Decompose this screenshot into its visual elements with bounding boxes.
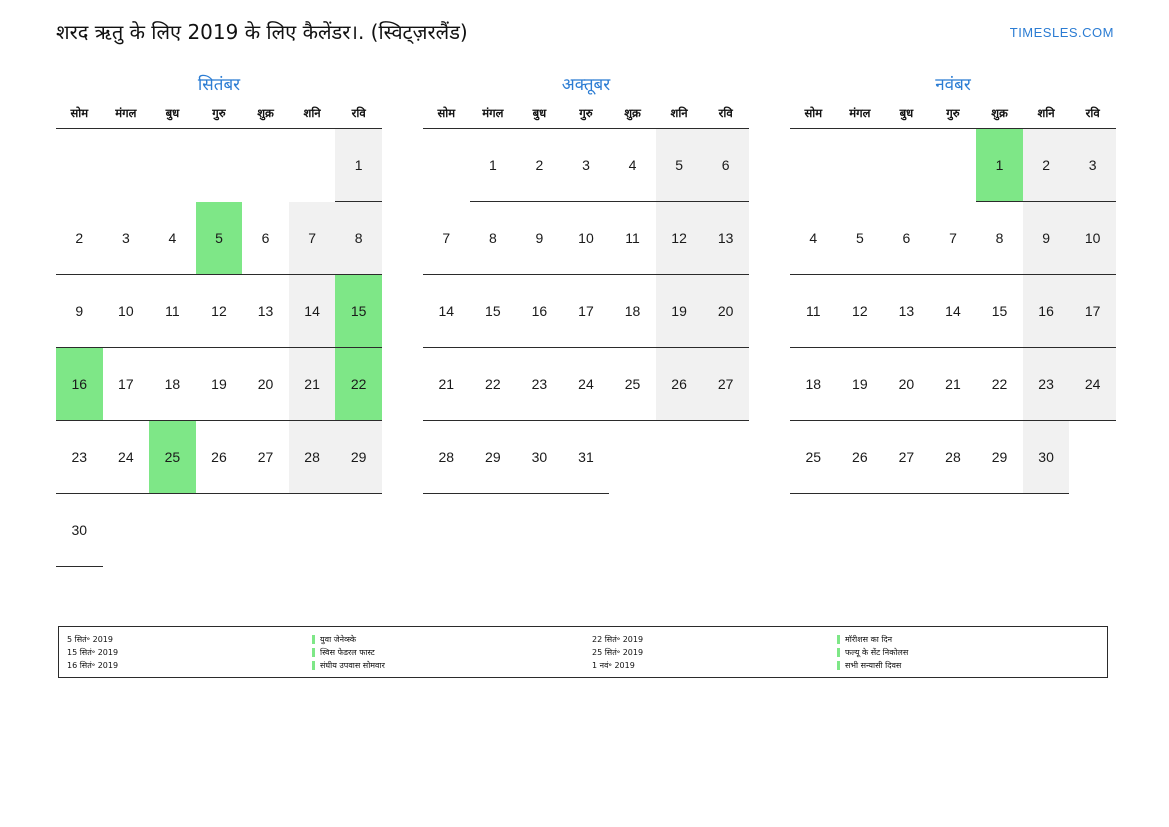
day-cell[interactable]: 16 bbox=[1023, 275, 1070, 348]
day-cell[interactable]: 6 bbox=[242, 202, 289, 275]
day-cell[interactable]: 8 bbox=[470, 202, 517, 275]
day-cell[interactable]: 6 bbox=[702, 129, 749, 202]
day-cell[interactable]: 2 bbox=[56, 202, 103, 275]
weekday-header: रवि bbox=[335, 105, 382, 129]
day-cell[interactable]: 11 bbox=[609, 202, 656, 275]
day-cell[interactable]: 28 bbox=[423, 421, 470, 494]
legend-item: 16 सितं॰ 2019 bbox=[67, 661, 119, 670]
legend-names-left bbox=[304, 627, 584, 677]
day-cell[interactable]: 20 bbox=[702, 275, 749, 348]
week-row bbox=[790, 421, 1116, 494]
day-cell[interactable]: 31 bbox=[563, 421, 610, 494]
day-cell[interactable]: 14 bbox=[930, 275, 977, 348]
day-cell[interactable]: 8 bbox=[335, 202, 382, 275]
legend-dates-right bbox=[584, 627, 829, 677]
week-row bbox=[790, 348, 1116, 421]
holiday-legend bbox=[58, 626, 1108, 678]
day-cell[interactable]: 29 bbox=[976, 421, 1023, 494]
weekday-header: गुरु bbox=[563, 105, 610, 129]
weekday-header: गुरु bbox=[930, 105, 977, 129]
day-cell[interactable]: 24 bbox=[1069, 348, 1116, 421]
holiday-swatch-icon bbox=[837, 635, 840, 644]
day-cell[interactable]: 26 bbox=[837, 421, 884, 494]
day-cell[interactable]: 24 bbox=[103, 421, 150, 494]
legend-label: स्विस फेडरल फास्ट bbox=[320, 648, 375, 657]
day-cell[interactable]: 13 bbox=[883, 275, 930, 348]
day-cell[interactable]: 21 bbox=[930, 348, 977, 421]
day-cell[interactable]: 25 bbox=[609, 348, 656, 421]
day-cell-empty bbox=[702, 421, 749, 494]
legend-label: युवा जेनेव्स्के bbox=[320, 635, 357, 644]
day-cell[interactable]: 15 bbox=[976, 275, 1023, 348]
week-row bbox=[423, 348, 749, 421]
month-name: नवंबर bbox=[935, 75, 971, 95]
month-grid bbox=[790, 105, 1116, 494]
day-cell[interactable]: 21 bbox=[423, 348, 470, 421]
day-cell-empty bbox=[103, 494, 150, 567]
day-cell[interactable]: 27 bbox=[702, 348, 749, 421]
day-cell[interactable]: 28 bbox=[289, 421, 336, 494]
day-cell[interactable]: 18 bbox=[609, 275, 656, 348]
day-cell[interactable]: 13 bbox=[242, 275, 289, 348]
holiday-swatch-icon bbox=[312, 635, 315, 644]
legend-label: सभी सन्यासी दिवस bbox=[845, 661, 902, 670]
weekday-header: शुक्र bbox=[976, 105, 1023, 129]
day-cell-empty bbox=[335, 494, 382, 567]
week-row bbox=[423, 421, 749, 494]
day-cell[interactable]: 18 bbox=[149, 348, 196, 421]
day-cell[interactable]: 12 bbox=[196, 275, 243, 348]
month-name: सितंबर bbox=[197, 75, 241, 95]
day-cell[interactable]: 23 bbox=[516, 348, 563, 421]
day-cell[interactable]: 30 bbox=[516, 421, 563, 494]
weekday-header: मंगल bbox=[470, 105, 517, 129]
month-1 bbox=[56, 72, 382, 567]
day-cell-empty bbox=[289, 494, 336, 567]
day-cell[interactable]: 11 bbox=[790, 275, 837, 348]
day-cell[interactable]: 5 bbox=[837, 202, 884, 275]
day-cell-empty bbox=[609, 421, 656, 494]
day-cell[interactable]: 24 bbox=[563, 348, 610, 421]
day-cell[interactable]: 27 bbox=[242, 421, 289, 494]
day-cell[interactable]: 4 bbox=[790, 202, 837, 275]
day-cell[interactable]: 22 bbox=[976, 348, 1023, 421]
holiday-swatch-icon bbox=[312, 648, 315, 657]
day-cell[interactable]: 16 bbox=[516, 275, 563, 348]
day-cell-empty bbox=[930, 129, 977, 202]
day-cell-holiday[interactable]: 1 bbox=[976, 129, 1023, 202]
week-row bbox=[56, 275, 382, 348]
day-cell[interactable]: 19 bbox=[837, 348, 884, 421]
day-cell-empty bbox=[1069, 421, 1116, 494]
day-cell[interactable]: 9 bbox=[1023, 202, 1070, 275]
week-row bbox=[790, 202, 1116, 275]
day-cell[interactable]: 8 bbox=[976, 202, 1023, 275]
holiday-swatch-icon bbox=[837, 661, 840, 670]
day-cell[interactable]: 17 bbox=[1069, 275, 1116, 348]
day-cell[interactable]: 9 bbox=[516, 202, 563, 275]
day-cell[interactable]: 28 bbox=[930, 421, 977, 494]
weekday-header: सोम bbox=[790, 105, 837, 129]
day-cell[interactable]: 11 bbox=[149, 275, 196, 348]
day-cell[interactable]: 23 bbox=[1023, 348, 1070, 421]
legend-item bbox=[312, 633, 584, 646]
week-row bbox=[790, 129, 1116, 202]
day-cell[interactable]: 12 bbox=[656, 202, 703, 275]
week-row bbox=[423, 129, 749, 202]
legend-item: 5 सितं॰ 2019 bbox=[67, 635, 113, 644]
day-cell[interactable]: 26 bbox=[656, 348, 703, 421]
weekday-header: सोम bbox=[423, 105, 470, 129]
week-row bbox=[423, 275, 749, 348]
legend-item: 22 सितं॰ 2019 bbox=[592, 635, 644, 644]
day-cell[interactable]: 9 bbox=[56, 275, 103, 348]
day-cell[interactable]: 7 bbox=[289, 202, 336, 275]
day-cell[interactable]: 29 bbox=[335, 421, 382, 494]
day-cell[interactable]: 12 bbox=[837, 275, 884, 348]
legend-item bbox=[837, 659, 1109, 672]
day-cell[interactable]: 20 bbox=[883, 348, 930, 421]
legend-item bbox=[312, 659, 584, 672]
day-cell-empty bbox=[242, 494, 289, 567]
weekday-header: शुक्र bbox=[609, 105, 656, 129]
legend-label: संघीय उपवास सोमवार bbox=[320, 661, 385, 670]
day-cell[interactable]: 1 bbox=[335, 129, 382, 202]
day-cell-empty bbox=[196, 129, 243, 202]
legend-item: 15 सितं॰ 2019 bbox=[67, 648, 119, 657]
weekday-header: बुध bbox=[149, 105, 196, 129]
day-cell-empty bbox=[883, 129, 930, 202]
day-cell[interactable]: 3 bbox=[103, 202, 150, 275]
week-row bbox=[56, 494, 382, 567]
day-cell[interactable]: 20 bbox=[242, 348, 289, 421]
day-cell-empty bbox=[56, 129, 103, 202]
weekday-header: शुक्र bbox=[242, 105, 289, 129]
week-row bbox=[56, 129, 382, 202]
day-cell[interactable]: 18 bbox=[790, 348, 837, 421]
week-row bbox=[790, 275, 1116, 348]
week-row bbox=[423, 202, 749, 275]
day-cell[interactable]: 7 bbox=[930, 202, 977, 275]
day-cell-empty bbox=[423, 129, 470, 202]
day-cell[interactable]: 17 bbox=[103, 348, 150, 421]
day-cell[interactable]: 14 bbox=[289, 275, 336, 348]
day-cell[interactable]: 10 bbox=[103, 275, 150, 348]
day-cell[interactable]: 3 bbox=[1069, 129, 1116, 202]
day-cell[interactable]: 30 bbox=[56, 494, 103, 567]
site-brand: TIMESLES.COM bbox=[1009, 25, 1114, 40]
day-cell[interactable]: 5 bbox=[656, 129, 703, 202]
day-cell[interactable]: 2 bbox=[1023, 129, 1070, 202]
weekday-header: मंगल bbox=[103, 105, 150, 129]
weekday-header: बुध bbox=[516, 105, 563, 129]
day-cell-empty bbox=[656, 421, 703, 494]
day-cell-empty bbox=[837, 129, 884, 202]
day-cell-empty bbox=[149, 494, 196, 567]
month-grid bbox=[56, 105, 382, 567]
day-cell[interactable]: 23 bbox=[56, 421, 103, 494]
legend-item: 1 नवं॰ 2019 bbox=[592, 661, 635, 670]
weekday-header: शनि bbox=[1023, 105, 1070, 129]
day-cell[interactable]: 6 bbox=[883, 202, 930, 275]
calendar-months bbox=[56, 72, 1116, 567]
day-cell[interactable]: 7 bbox=[423, 202, 470, 275]
weekday-header: रवि bbox=[1069, 105, 1116, 129]
day-cell-holiday[interactable]: 5 bbox=[196, 202, 243, 275]
weekday-header: शनि bbox=[656, 105, 703, 129]
holiday-swatch-icon bbox=[837, 648, 840, 657]
weekday-header-row bbox=[56, 105, 382, 129]
week-row bbox=[56, 421, 382, 494]
day-cell-empty bbox=[790, 129, 837, 202]
month-2 bbox=[423, 72, 749, 567]
day-cell-empty bbox=[103, 129, 150, 202]
day-cell[interactable]: 1 bbox=[470, 129, 517, 202]
day-cell-holiday[interactable]: 22 bbox=[335, 348, 382, 421]
day-cell[interactable]: 22 bbox=[470, 348, 517, 421]
day-cell-holiday[interactable]: 15 bbox=[335, 275, 382, 348]
legend-label: मॉरीशस का दिन bbox=[845, 635, 893, 644]
day-cell[interactable]: 13 bbox=[702, 202, 749, 275]
day-cell[interactable]: 15 bbox=[470, 275, 517, 348]
weekday-header: सोम bbox=[56, 105, 103, 129]
weekday-header: रवि bbox=[702, 105, 749, 129]
legend-label: फल्यू के सेंट निकोलस bbox=[845, 648, 909, 657]
day-cell[interactable]: 21 bbox=[289, 348, 336, 421]
day-cell-holiday[interactable]: 25 bbox=[149, 421, 196, 494]
day-cell[interactable]: 10 bbox=[1069, 202, 1116, 275]
weekday-header: बुध bbox=[883, 105, 930, 129]
day-cell[interactable]: 27 bbox=[883, 421, 930, 494]
legend-item bbox=[312, 646, 584, 659]
day-cell[interactable]: 26 bbox=[196, 421, 243, 494]
weekday-header-row bbox=[790, 105, 1116, 129]
day-cell[interactable]: 10 bbox=[563, 202, 610, 275]
weekday-header: शनि bbox=[289, 105, 336, 129]
day-cell[interactable]: 14 bbox=[423, 275, 470, 348]
month-grid bbox=[423, 105, 749, 494]
weekday-header-row bbox=[423, 105, 749, 129]
day-cell-empty bbox=[242, 129, 289, 202]
day-cell[interactable]: 19 bbox=[196, 348, 243, 421]
day-cell[interactable]: 30 bbox=[1023, 421, 1070, 494]
legend-item: 25 सितं॰ 2019 bbox=[592, 648, 644, 657]
weekday-header: मंगल bbox=[837, 105, 884, 129]
day-cell[interactable]: 17 bbox=[563, 275, 610, 348]
legend-names-right bbox=[829, 627, 1109, 677]
day-cell[interactable]: 4 bbox=[149, 202, 196, 275]
day-cell-empty bbox=[196, 494, 243, 567]
page-title: शरद ऋतु के लिए 2019 के लिए कैलेंडर।. (स्विट्ज़रलैंड) bbox=[56, 20, 468, 44]
day-cell[interactable]: 19 bbox=[656, 275, 703, 348]
legend-item bbox=[837, 646, 1109, 659]
day-cell[interactable]: 3 bbox=[563, 129, 610, 202]
day-cell[interactable]: 4 bbox=[609, 129, 656, 202]
day-cell-empty bbox=[149, 129, 196, 202]
month-name: अक्तूबर bbox=[561, 75, 611, 95]
legend-dates-left bbox=[59, 627, 304, 677]
legend-item bbox=[837, 633, 1109, 646]
day-cell-empty bbox=[289, 129, 336, 202]
week-row bbox=[56, 348, 382, 421]
week-row bbox=[56, 202, 382, 275]
weekday-header: गुरु bbox=[196, 105, 243, 129]
day-cell[interactable]: 2 bbox=[516, 129, 563, 202]
day-cell[interactable]: 25 bbox=[790, 421, 837, 494]
month-3 bbox=[790, 72, 1116, 567]
holiday-swatch-icon bbox=[312, 661, 315, 670]
day-cell[interactable]: 29 bbox=[470, 421, 517, 494]
day-cell-holiday[interactable]: 16 bbox=[56, 348, 103, 421]
